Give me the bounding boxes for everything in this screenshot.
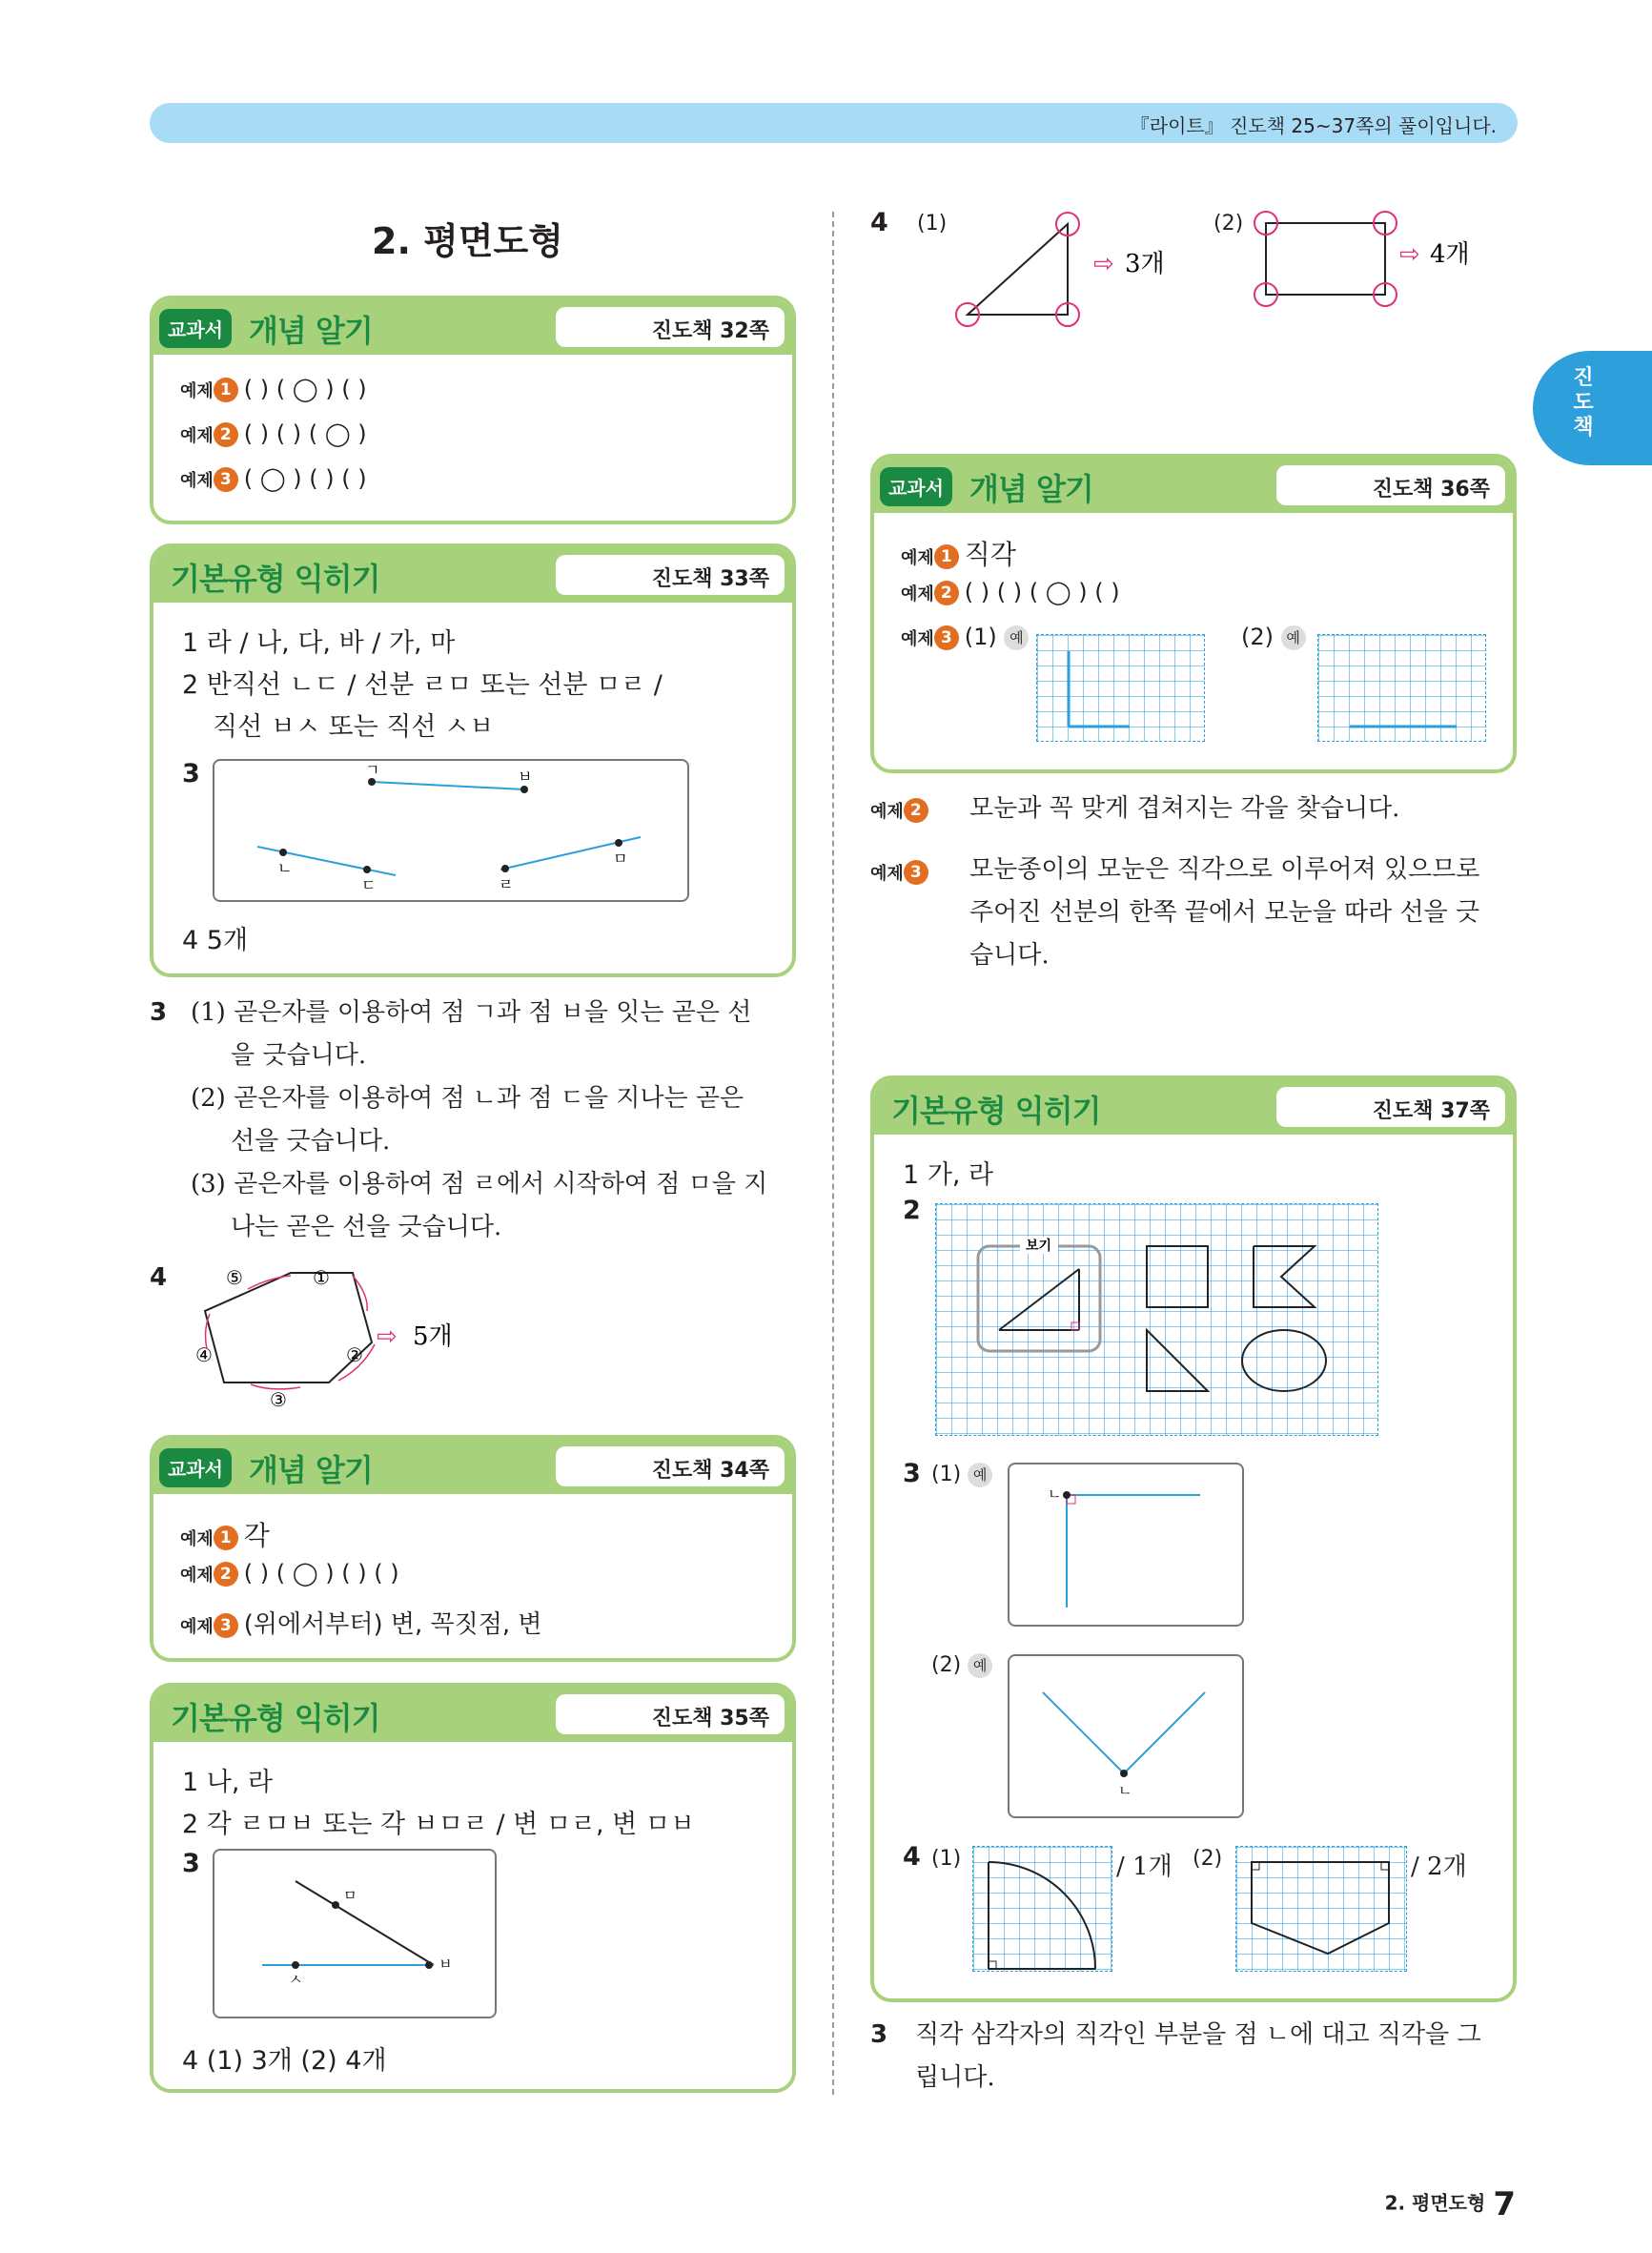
example-answer: (위에서부터) 변, 꼭짓점, 변 <box>243 1610 542 1639</box>
point-label: ㄴ <box>1118 1782 1132 1799</box>
grid-1 <box>1036 634 1205 742</box>
point-label: ㄷ <box>361 876 377 894</box>
page-number: 7 <box>1493 2185 1516 2223</box>
side-label: ② <box>346 1343 363 1366</box>
answer-3-label: 3 <box>903 1459 921 1488</box>
q4-part2: (2) <box>1214 212 1244 236</box>
example-2 <box>180 1560 399 1587</box>
example-label: 예제 <box>901 629 934 649</box>
answer-3-part1 <box>931 1463 992 1487</box>
concept-box-36 <box>870 454 1517 773</box>
textbook-badge: 교과서 <box>159 309 232 348</box>
concept-box-32 <box>150 296 796 524</box>
answer-3-label: 3 <box>182 759 200 789</box>
q4-num: 4 <box>870 208 888 237</box>
column-divider <box>832 212 834 2095</box>
right-exp3-num <box>870 2014 887 2057</box>
point-label: ㅁ <box>343 1887 357 1904</box>
example-label: 예제 <box>180 381 214 401</box>
footer <box>1385 2185 1516 2223</box>
answer-2: 2 반직선 ㄴㄷ / 선분 ㄹㅁ 또는 선분 ㅁㄹ / <box>182 670 663 700</box>
example-label: 예제 <box>870 802 904 822</box>
example-number: 3 <box>904 860 928 885</box>
explanation-line: 나는 곧은 선을 긋습니다. <box>231 1213 502 1241</box>
explanation-line: 모눈종이의 모눈은 직각으로 이루어져 있으므로 <box>969 855 1480 884</box>
concept-title: 개념 알기 <box>969 471 1093 507</box>
shapes-grid <box>935 1203 1378 1436</box>
practice-box-37 <box>870 1075 1517 2002</box>
example-label: 예제 <box>180 471 214 491</box>
concept-title: 개념 알기 <box>249 313 373 349</box>
box-header <box>874 1079 1513 1135</box>
triangle-figure <box>944 210 1165 334</box>
explanation-3 <box>191 992 801 1249</box>
page-ref: 진도책 37쪽 <box>1276 1087 1505 1127</box>
box-header <box>153 1439 792 1494</box>
explanation-line: 직각 삼각자의 직각인 부분을 점 ㄴ에 대고 직각을 그 <box>915 2020 1481 2049</box>
example-number: 1 <box>934 544 959 569</box>
answer-4: 4 (1) 3개 (2) 4개 <box>182 2046 387 2076</box>
example-2 <box>901 579 1120 605</box>
example-number: 3 <box>214 467 238 492</box>
example-label: 예제 <box>901 548 934 568</box>
example-3 <box>901 624 1029 650</box>
rectangle-figure <box>1249 210 1497 305</box>
angle-svg <box>214 1851 499 2020</box>
answer-2-cont: 직선 ㅂㅅ 또는 직선 ㅅㅂ <box>213 712 495 742</box>
textbook-badge: 교과서 <box>159 1448 232 1487</box>
example-1 <box>901 534 1016 572</box>
answer-4: 4 5개 <box>182 926 249 955</box>
explanation-ex3 <box>969 849 1513 977</box>
answer-4-part2: (2) <box>1193 1847 1223 1871</box>
point-label: ㄱ <box>365 761 380 779</box>
answer-3-label: 3 <box>182 1849 200 1878</box>
practice-title: 기본유형 익히기 <box>171 1700 380 1736</box>
example-answer: ( ) ( ) ( ◯ ) <box>243 420 367 447</box>
footer-chapter: 2. 평면도형 <box>1384 2191 1486 2215</box>
side-tab[interactable] <box>1533 351 1652 465</box>
grid-1-svg <box>1037 635 1206 743</box>
answer-1: 1 가, 라 <box>903 1160 994 1190</box>
explanation-line: 립니다. <box>915 2063 995 2092</box>
box-header <box>874 458 1513 513</box>
grid-pentagon <box>1235 1846 1407 1972</box>
lines-svg <box>214 761 691 904</box>
answer-1: 1 나, 라 <box>182 1768 274 1797</box>
exp4-num <box>150 1257 167 1300</box>
explanation-line: (1) 곧은자를 이용하여 점 ㄱ과 점 ㅂ을 잇는 곧은 선 <box>191 998 752 1027</box>
pentagon-figure <box>186 1259 481 1411</box>
example-answer: ( ) ( ◯ ) ( ) <box>243 376 367 402</box>
example-1 <box>180 1515 270 1553</box>
example-label: 예제 <box>180 426 214 446</box>
page-ref: 진도책 34쪽 <box>556 1446 785 1486</box>
example-1 <box>180 376 367 402</box>
example-number: 2 <box>904 798 928 823</box>
box-header <box>153 299 792 355</box>
page-ref: 진도책 32쪽 <box>556 307 785 347</box>
right-angle-figure-1 <box>1008 1463 1244 1627</box>
example-label: 예제 <box>180 1566 214 1586</box>
example-number: 3 <box>934 625 959 650</box>
explanation-line: 주어진 선분의 한쪽 끝에서 모눈을 따라 선을 긋 <box>969 898 1480 927</box>
page-ref: 진도책 36쪽 <box>1276 465 1505 505</box>
practice-title: 기본유형 익히기 <box>891 1093 1101 1129</box>
explanation-number: 4 <box>150 1263 168 1292</box>
pentagon-result: 5개 <box>413 1322 453 1351</box>
explanation-ex2: 모눈과 꼭 맞게 겹쳐지는 각을 찾습니다. <box>969 794 1400 823</box>
example-number: 2 <box>214 422 238 447</box>
example-label: 예제 <box>901 584 934 604</box>
bogi-label: 보기 <box>1026 1239 1052 1254</box>
grid-2-svg <box>1318 635 1487 743</box>
practice-title: 기본유형 익히기 <box>171 561 380 597</box>
answer-4-part1: (1) <box>931 1847 962 1871</box>
example-label: 예제 <box>870 864 904 884</box>
explanation-number: 3 <box>150 998 168 1027</box>
answer-1: 1 라 / 나, 다, 바 / 가, 마 <box>182 628 456 658</box>
box-header <box>153 547 792 603</box>
example-label: 예제 <box>180 1617 214 1637</box>
example-answer: 각 <box>243 1520 270 1551</box>
explanation-3-num <box>150 992 167 1034</box>
example-answer: ( ) ( ◯ ) ( ) ( ) <box>243 1560 399 1587</box>
example-badge: 예 <box>968 1463 992 1487</box>
side-label: ⑤ <box>226 1266 243 1289</box>
explanation-line: 을 긋습니다. <box>231 1041 367 1070</box>
quarter-circle-svg <box>973 1847 1113 1973</box>
practice-box-35 <box>150 1683 796 2093</box>
answer-4-label: 4 <box>903 1842 921 1872</box>
example-number: 2 <box>214 1562 238 1587</box>
example-3 <box>180 465 367 492</box>
side-tab-label: 진도책 <box>1573 366 1594 440</box>
grid-2 <box>1317 634 1486 742</box>
right-explanation-3 <box>915 2014 1516 2099</box>
angle-figure <box>213 1849 497 2018</box>
part-label: (2) <box>931 1653 962 1677</box>
answer-4-result-2: / 2개 <box>1411 1853 1467 1881</box>
point-label: ㄹ <box>499 875 514 893</box>
part-label: (1) <box>931 1463 962 1486</box>
point-label: ㅂ <box>438 1956 453 1973</box>
example-3 <box>180 1605 542 1640</box>
example-label: 예제 <box>180 1529 214 1549</box>
explanation-line: 습니다. <box>969 941 1050 970</box>
point-label: ㄴ <box>277 859 293 877</box>
answer-2: 2 각 ㄹㅁㅂ 또는 각 ㅂㅁㄹ / 변 ㅁㄹ, 변 ㅁㅂ <box>182 1810 695 1839</box>
example-number: 1 <box>214 1526 238 1550</box>
textbook-badge: 교과서 <box>880 467 952 506</box>
example-answer: 직각 <box>964 539 1016 570</box>
example-number: 3 <box>214 1613 238 1638</box>
box-header <box>153 1687 792 1742</box>
example-part: (1) <box>964 624 997 650</box>
explanation-ex3-label <box>870 858 934 885</box>
arrow-icon: ⇨ <box>377 1322 398 1351</box>
example-number: 2 <box>934 581 959 605</box>
explanation-number: 3 <box>870 2020 888 2049</box>
example-answer: ( ◯ ) ( ) ( ) <box>243 465 367 492</box>
page-ref: 진도책 33쪽 <box>556 555 785 595</box>
shapes-svg <box>936 1204 1379 1437</box>
concept-title: 개념 알기 <box>249 1452 373 1488</box>
point-label: ㅂ <box>518 768 533 786</box>
example-badge: 예 <box>1281 625 1306 650</box>
point-label: ㅁ <box>613 850 628 868</box>
example-answer: ( ) ( ) ( ◯ ) ( ) <box>964 579 1120 605</box>
example-part: (2) <box>1241 624 1274 650</box>
explanation-line: (3) 곧은자를 이용하여 점 ㄹ에서 시작하여 점 ㅁ을 지 <box>191 1170 768 1198</box>
answer-3-part2 <box>931 1653 992 1678</box>
right-angle-figure-2 <box>1008 1654 1244 1818</box>
header-bar <box>150 103 1518 143</box>
point-label: ㅅ <box>289 1971 303 1988</box>
concept-box-34 <box>150 1435 796 1662</box>
answer-4-result-1: / 1개 <box>1116 1853 1173 1881</box>
chapter-title: 2. 평면도형 <box>372 220 563 262</box>
point-label: ㄴ <box>1048 1485 1062 1503</box>
side-label: ④ <box>195 1343 213 1366</box>
page-ref: 진도책 35쪽 <box>556 1694 785 1734</box>
explanation-ex2-label <box>870 796 934 823</box>
side-label: ① <box>313 1266 330 1289</box>
answer-2-label: 2 <box>903 1196 921 1225</box>
grid-quarter-circle <box>972 1846 1112 1972</box>
header-note: 『라이트』 진도책 25~37쪽의 풀이입니다. <box>1130 114 1497 137</box>
q4-part1: (1) <box>917 212 948 236</box>
side-label: ③ <box>270 1388 287 1411</box>
q4-result-2: 4개 <box>1430 240 1470 269</box>
practice-box-33 <box>150 543 796 977</box>
q4-result-1: 3개 <box>1125 250 1165 278</box>
pentagon-shape-svg <box>1236 1847 1408 1973</box>
right-angle-svg-1 <box>1010 1464 1246 1628</box>
lines-figure <box>213 759 689 902</box>
example-number: 1 <box>214 378 238 402</box>
example-badge: 예 <box>1004 625 1029 650</box>
example-2 <box>180 420 367 447</box>
arrow-icon: ⇨ <box>1093 250 1114 278</box>
right-angle-svg-2 <box>1010 1656 1246 1820</box>
example-badge: 예 <box>968 1653 992 1678</box>
explanation-line: 선을 긋습니다. <box>231 1127 391 1156</box>
arrow-icon: ⇨ <box>1399 240 1420 269</box>
example-3-part-2 <box>1241 624 1306 650</box>
explanation-line: (2) 곧은자를 이용하여 점 ㄴ과 점 ㄷ을 지나는 곧은 <box>191 1084 744 1113</box>
